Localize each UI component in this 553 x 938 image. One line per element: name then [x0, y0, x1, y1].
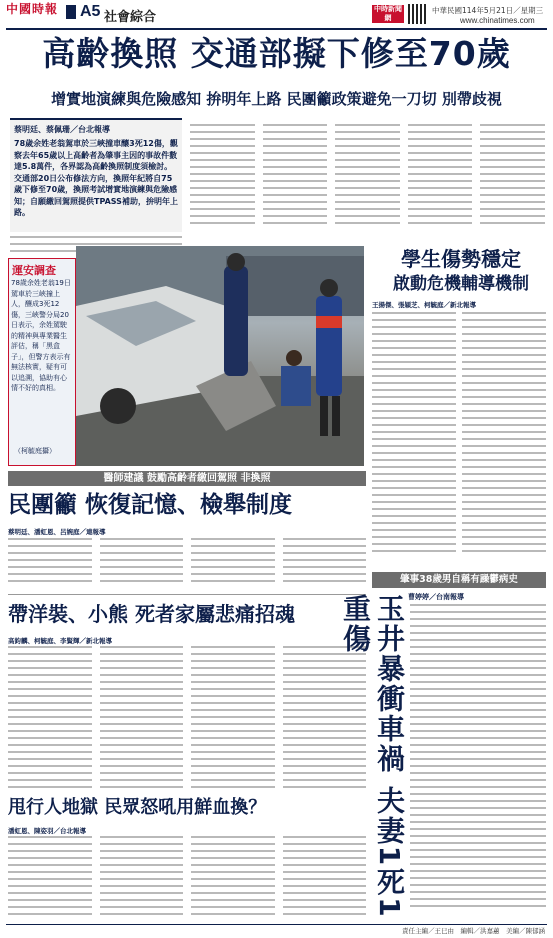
poll-title: 運安調查 — [12, 264, 56, 277]
website: www.chinatimes.com — [460, 16, 535, 25]
hospital-banner: 醫師建議 鼓勵高齡者繳回駕照 非換照 — [8, 471, 366, 486]
feature-byline: 王揚傑、張穎芝、柯毓庭／新北報導 — [372, 301, 476, 309]
date-line: 中華民國114年5月21日／星期三 — [432, 6, 544, 15]
story-four-body — [8, 836, 366, 920]
story-three-body — [8, 646, 366, 796]
feature-headline-line1: 學生傷勢穩定 — [401, 247, 521, 271]
page-number-badge — [66, 5, 76, 19]
poll-text: 78歲余姓老翁19日駕車於三峽撞上人，釀成3死12傷，三峽警分局20日表示，余姓駕駛的精神與專業醫生評估，稱「黑盒子」，但警方表示有無法核實，疑有可以追溯，協助有心情不好的真相。 — [11, 279, 71, 392]
side-story-banner: 肇事38歲男自稱有躁鬱病史 — [372, 572, 546, 588]
masthead — [0, 0, 553, 30]
masthead-rule — [6, 28, 547, 30]
side-story-body — [410, 604, 546, 922]
story-two-headline: 民團籲 恢復記憶、檢舉制度 — [8, 492, 293, 518]
main-byline: 蔡明廷、蔡佩珊／台北報導 — [14, 125, 110, 134]
qr-code — [408, 4, 428, 24]
feature-headline-line2: 啟動危機輔導機制 — [393, 274, 529, 294]
poll-byline: （柯毓庭攝） — [14, 447, 56, 455]
story-two-body — [8, 538, 366, 590]
main-lead: 78歲余姓老翁駕車於三峽撞車釀3死12傷，觀察去年65歲以上高齡者為肇事主因的事故件數達5.8萬件，各界認為高齡換照制度須檢討。交通部20日公布修法方向，換照年紀將自75歲下修至70歲，換照考試增實地演練與危險感知；自願繳回駕照提供TPASS補助，拚明年上路。 — [14, 139, 178, 217]
story-four-headline: 甩行人地獄 民眾怒吼用鮮血換？ — [8, 797, 267, 818]
story-three-byline: 高鈞麟、柯毓庭、李賢輝／新北報導 — [8, 637, 112, 645]
story-four-byline: 潘虹恩、陳姿羽／台北報導 — [8, 827, 86, 835]
side-story-byline: 曹婷婷／台南報導 — [408, 593, 464, 601]
section-title: 社會綜合 — [104, 10, 157, 25]
footer-editors: 責任主編／王巳由 編輯／洪嘉蕙 美編／陳郁涵 — [402, 927, 545, 935]
body-text-columns — [190, 124, 545, 244]
story-three-headline: 帶洋裝、小熊 死者家屬悲痛招魂 — [8, 602, 295, 626]
footer-rule — [6, 924, 547, 925]
story-two-byline: 蔡明廷、潘虹恩、呂婉庭／連報導 — [8, 528, 106, 536]
feature-body-text — [372, 312, 546, 566]
page-number: A5 — [80, 3, 101, 20]
accident-scene-photo — [76, 246, 364, 466]
main-headline: 高齡換照 交通部擬下修至70歲 — [42, 34, 511, 73]
divider — [8, 594, 366, 595]
brand-badge: 中時新聞網 — [374, 5, 402, 22]
side-story-vertical-headline: 玉井暴衝車禍 夫妻1死1重傷 — [339, 594, 406, 919]
newspaper-logo: 中國時報 — [6, 2, 59, 16]
main-subheadline: 增實地演練與危險感知 拚明年上路 民團籲政策避免一刀切 別帶歧視 — [51, 90, 502, 108]
